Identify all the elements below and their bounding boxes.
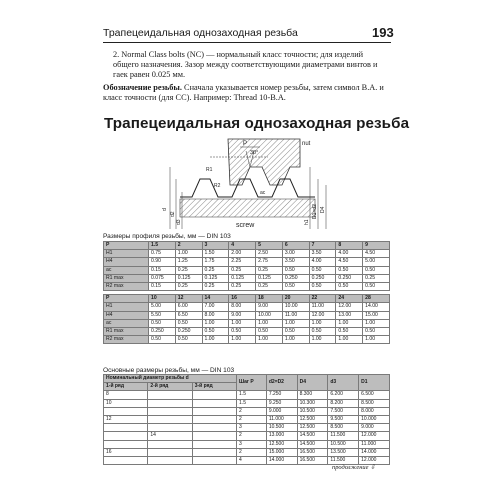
table-cell: 2.25: [229, 258, 256, 266]
table-cell: R2 max: [104, 283, 149, 291]
table-cell: [148, 424, 192, 432]
table-row: [104, 274, 390, 282]
table-cell: P: [104, 295, 149, 303]
table-cell: 0.50: [282, 328, 309, 336]
basic-dimensions-table: [103, 374, 390, 465]
table-row: [104, 448, 390, 456]
table-cell: [192, 440, 236, 448]
table2-caption: Основные размеры резьбы, мм — DIN 103: [103, 367, 235, 374]
table-cell: 12.500: [297, 416, 328, 424]
table-cell: 0.250: [149, 328, 176, 336]
table-cell: 0.250: [282, 274, 309, 282]
table-header-cell: Шаг P: [237, 375, 267, 391]
paragraph-nc-class: 2. Normal Class bolts (NC) — нормальный класс точности; для изделий общего назначения. Зазор между соответствующими диаметрами винтов и гаек равен 0.025 мм.: [113, 50, 378, 80]
table-cell: 10.00: [282, 303, 309, 311]
table-cell: [148, 416, 192, 424]
table-cell: 7.250: [266, 391, 297, 399]
table-cell: 14.500: [297, 440, 328, 448]
screw-section: [180, 199, 315, 217]
table-header-cell: d3: [328, 375, 359, 391]
table-cell: 6.00: [175, 303, 202, 311]
label-d: d: [162, 208, 168, 211]
table-cell: 3: [237, 440, 267, 448]
table-cell: 0.50: [336, 328, 363, 336]
thread-profile-diagram: [150, 137, 335, 234]
table-cell: 3-й ряд: [192, 383, 236, 391]
table-cell: [148, 391, 192, 399]
table-cell: 5.00: [363, 258, 390, 266]
table-cell: 0.75: [149, 250, 176, 258]
table-cell: 1.25: [175, 258, 202, 266]
table-cell: 22: [309, 295, 336, 303]
table-cell: 4.00: [309, 258, 336, 266]
table-cell: 1.00: [363, 336, 390, 344]
table-cell: 0.50: [202, 328, 229, 336]
table-cell: 8.200: [328, 399, 359, 407]
label-nut: nut: [302, 141, 311, 147]
table-cell: 4.50: [336, 258, 363, 266]
table-cell: 14: [148, 432, 192, 440]
table-cell: 0.125: [202, 274, 229, 282]
table-cell: 1.00: [309, 319, 336, 327]
table-cell: 0.25: [363, 274, 390, 282]
table-cell: [192, 448, 236, 456]
table-cell: 1.00: [202, 336, 229, 344]
table-cell: [192, 457, 236, 465]
table-cell: 12.00: [336, 303, 363, 311]
table-cell: 0.25: [202, 283, 229, 291]
table-cell: 1.00: [363, 319, 390, 327]
table-cell: 2: [237, 416, 267, 424]
table-cell: 4.00: [336, 250, 363, 258]
designation-bold-lead: Обозначение резьбы.: [103, 83, 182, 92]
table-cell: 16.500: [297, 448, 328, 456]
table-cell: 9.00: [229, 311, 256, 319]
nut-section: [228, 139, 300, 185]
table-cell: 3.00: [282, 250, 309, 258]
table-cell: 0.25: [175, 283, 202, 291]
table-cell: 9.00: [256, 303, 283, 311]
table-cell: 1.5: [237, 391, 267, 399]
table-cell: 7.500: [328, 407, 359, 415]
table-cell: 4: [229, 242, 256, 250]
table-cell: 3: [237, 424, 267, 432]
table-cell: 1.00: [256, 336, 283, 344]
table-cell: [192, 407, 236, 415]
table-cell: 0.50: [175, 319, 202, 327]
table-cell: ac: [104, 319, 149, 327]
table-cell: 0.50: [336, 266, 363, 274]
table-cell: 16: [229, 295, 256, 303]
table-cell: 2: [237, 432, 267, 440]
table-cell: 3: [202, 242, 229, 250]
table-cell: 0.125: [229, 274, 256, 282]
table-row: [104, 319, 390, 327]
table-cell: 16: [104, 448, 148, 456]
table-row: [104, 311, 390, 319]
table-cell: 0.50: [229, 328, 256, 336]
table-cell: 8.500: [328, 424, 359, 432]
table-cell: 10.000: [359, 416, 390, 424]
table-cell: 10.500: [297, 407, 328, 415]
table-cell: 0.25: [202, 266, 229, 274]
table-cell: 10.300: [297, 399, 328, 407]
table-cell: 0.25: [256, 266, 283, 274]
table-cell: 0.50: [282, 266, 309, 274]
table-cell: 0.50: [336, 283, 363, 291]
table-cell: 13.000: [266, 432, 297, 440]
table-cell: [192, 424, 236, 432]
paragraph-designation: [103, 83, 391, 103]
table-header-cell: d2=D2: [266, 375, 297, 391]
table-cell: 20: [282, 295, 309, 303]
table-cell: 2: [237, 407, 267, 415]
table-cell: 9: [363, 242, 390, 250]
table-row: [104, 283, 390, 291]
table-cell: 0.25: [175, 266, 202, 274]
table-cell: [104, 432, 148, 440]
table-cell: 7.00: [202, 303, 229, 311]
table-row: [104, 399, 390, 407]
label-d2: d2: [170, 211, 176, 217]
table-cell: 1-й ряд: [104, 383, 148, 391]
table-cell: 0.50: [363, 266, 390, 274]
table-cell: 8.00: [202, 311, 229, 319]
table-cell: 0.25: [256, 283, 283, 291]
table-cell: 1.00: [282, 319, 309, 327]
table-cell: 2-й ряд: [148, 383, 192, 391]
table-cell: 0.50: [282, 283, 309, 291]
table-cell: [148, 399, 192, 407]
page-number: 193: [372, 25, 394, 40]
table-header-cell: D4: [297, 375, 328, 391]
table-cell: 12.00: [309, 311, 336, 319]
table-cell: 2.50: [256, 250, 283, 258]
table-cell: [148, 440, 192, 448]
table-cell: 0.250: [309, 274, 336, 282]
label-screw: screw: [236, 222, 255, 229]
label-r2: R2: [214, 183, 221, 189]
table-cell: 8.500: [359, 399, 390, 407]
label-h1: h1: [304, 219, 310, 225]
table-cell: 13.500: [328, 448, 359, 456]
table-row: [104, 424, 390, 432]
table-cell: [192, 399, 236, 407]
table-cell: 9.500: [328, 416, 359, 424]
table-cell: 11.00: [309, 303, 336, 311]
table-cell: [192, 432, 236, 440]
table-cell: 1.00: [336, 319, 363, 327]
table-cell: [104, 440, 148, 448]
table-cell: 10.500: [266, 424, 297, 432]
table-cell: 6.500: [359, 391, 390, 399]
table-cell: 14.00: [363, 303, 390, 311]
table-cell: 9.250: [266, 399, 297, 407]
table-cell: 2.00: [229, 250, 256, 258]
table-cell: 9.000: [266, 407, 297, 415]
table-cell: 0.125: [175, 274, 202, 282]
table-cell: [104, 424, 148, 432]
table-cell: 8.000: [359, 407, 390, 415]
table-cell: 14.000: [266, 457, 297, 465]
label-angle: 30°: [250, 150, 259, 156]
table-cell: R1 max: [104, 274, 149, 282]
table-cell: [148, 407, 192, 415]
label-D4: D4: [320, 206, 326, 213]
table-cell: H4: [104, 311, 149, 319]
table-cell: 0.50: [309, 266, 336, 274]
running-header-title: Трапецеидальная однозаходная резьба: [103, 27, 298, 39]
table-cell: 11.000: [359, 440, 390, 448]
label-d3: d3: [176, 219, 182, 225]
table-cell: 6: [282, 242, 309, 250]
table-cell: 0.250: [336, 274, 363, 282]
table-cell: 14.000: [359, 448, 390, 456]
table-cell: 4: [237, 457, 267, 465]
screw-thread-profile: [180, 179, 315, 197]
table-cell: 12.500: [297, 424, 328, 432]
table-row: [104, 432, 390, 440]
table-cell: [148, 457, 192, 465]
label-r1: R1: [206, 167, 213, 173]
table-cell: 0.50: [149, 319, 176, 327]
table-cell: 10.500: [328, 440, 359, 448]
table-cell: 5.00: [149, 303, 176, 311]
table-row: [104, 416, 390, 424]
table-header-row: [104, 375, 390, 383]
table-cell: 0.075: [149, 274, 176, 282]
table-cell: 0.50: [363, 328, 390, 336]
table-cell: 11.000: [266, 416, 297, 424]
table-row: [104, 328, 390, 336]
table-cell: 12.500: [266, 440, 297, 448]
section-title: Трапецеидальная однозаходная резьба: [104, 115, 410, 132]
continuation-note: продолжение ⇩: [332, 464, 376, 471]
table-cell: 1.00: [229, 336, 256, 344]
table-cell: R1 max: [104, 328, 149, 336]
table-cell: 12.000: [359, 432, 390, 440]
table-cell: 12: [175, 295, 202, 303]
table-cell: 0.25: [229, 283, 256, 291]
table-cell: 0.50: [309, 328, 336, 336]
table-cell: 24: [336, 295, 363, 303]
table-cell: 0.50: [149, 336, 176, 344]
table-row: [104, 303, 390, 311]
table-cell: 11.500: [328, 457, 359, 465]
table-cell: 0.50: [256, 328, 283, 336]
table-cell: 16.500: [297, 457, 328, 465]
table-cell: 2: [237, 448, 267, 456]
table-cell: 1.00: [256, 319, 283, 327]
table-cell: H4: [104, 258, 149, 266]
table-cell: 3.50: [309, 250, 336, 258]
label-ac: ac: [260, 190, 266, 196]
table-cell: 1.5: [149, 242, 176, 250]
table-header-cell: D1: [359, 375, 390, 391]
label-p: P: [243, 141, 248, 147]
table-header-row: [104, 242, 390, 250]
table-cell: 28: [363, 295, 390, 303]
table-cell: ac: [104, 266, 149, 274]
table-cell: 14: [202, 295, 229, 303]
table-cell: 1.00: [202, 319, 229, 327]
table-row: [104, 258, 390, 266]
table-cell: 3.50: [282, 258, 309, 266]
table-cell: 1.00: [282, 336, 309, 344]
table-row: [104, 336, 390, 344]
table-cell: 4.50: [363, 250, 390, 258]
table-cell: P: [104, 242, 149, 250]
table-cell: H1: [104, 250, 149, 258]
table-cell: 8.00: [229, 303, 256, 311]
table-cell: 8: [336, 242, 363, 250]
table-cell: 1.5: [237, 399, 267, 407]
table-cell: 0.90: [149, 258, 176, 266]
table-cell: 0.15: [149, 283, 176, 291]
table-row: [104, 250, 390, 258]
table-cell: 11.500: [328, 432, 359, 440]
table-cell: 5.50: [149, 311, 176, 319]
table-cell: [192, 416, 236, 424]
table-cell: 1.00: [229, 319, 256, 327]
table-cell: 2.75: [256, 258, 283, 266]
table-cell: 13.00: [336, 311, 363, 319]
table-cell: 1.50: [202, 250, 229, 258]
table-cell: 0.50: [309, 283, 336, 291]
table-cell: 15.000: [266, 448, 297, 456]
table-cell: 10.00: [256, 311, 283, 319]
table-cell: 2: [175, 242, 202, 250]
table-cell: 0.15: [149, 266, 176, 274]
table-cell: 0.250: [175, 328, 202, 336]
table-cell: 1.00: [175, 250, 202, 258]
table-cell: 12: [104, 416, 148, 424]
header-rule: [103, 42, 391, 43]
table-cell: H1: [104, 303, 149, 311]
table-cell: 0.50: [363, 283, 390, 291]
table-cell: 15.00: [363, 311, 390, 319]
table-cell: 14.500: [297, 432, 328, 440]
table-cell: 7: [309, 242, 336, 250]
table-cell: 0.125: [256, 274, 283, 282]
table-header-row: [104, 295, 390, 303]
table-row: [104, 440, 390, 448]
table-cell: 0.25: [229, 266, 256, 274]
table-cell: 1.75: [202, 258, 229, 266]
table-cell: 8: [104, 391, 148, 399]
label-d1d2: D1=d2: [312, 204, 318, 219]
table-header-cell: Номинальный диаметр резьбы d: [104, 375, 237, 383]
table-row: [104, 266, 390, 274]
table-cell: 5: [256, 242, 283, 250]
table-cell: 11.00: [282, 311, 309, 319]
table-cell: 10: [149, 295, 176, 303]
table-cell: [192, 391, 236, 399]
table-cell: 8.300: [297, 391, 328, 399]
table-cell: 0.50: [175, 336, 202, 344]
table-row: [104, 407, 390, 415]
table-cell: 12.000: [359, 457, 390, 465]
table-cell: R2 max: [104, 336, 149, 344]
table-cell: 1.00: [309, 336, 336, 344]
table-row: [104, 391, 390, 399]
table-cell: 6.200: [328, 391, 359, 399]
table-cell: [148, 448, 192, 456]
designation-text: Сначала указывается номер резьбы, затем символ B.A. и класс точности (для CC). Например: Thread 10-B.A.: [103, 83, 384, 103]
table-cell: [104, 457, 148, 465]
table-cell: 10: [104, 399, 148, 407]
table-cell: 18: [256, 295, 283, 303]
table1-caption: Размеры профиля резьбы, мм — DIN 103: [103, 233, 231, 240]
profile-dimensions-table: [103, 241, 390, 344]
table-cell: [104, 407, 148, 415]
table-cell: 1.00: [336, 336, 363, 344]
table-cell: 9.000: [359, 424, 390, 432]
table-cell: 6.50: [175, 311, 202, 319]
